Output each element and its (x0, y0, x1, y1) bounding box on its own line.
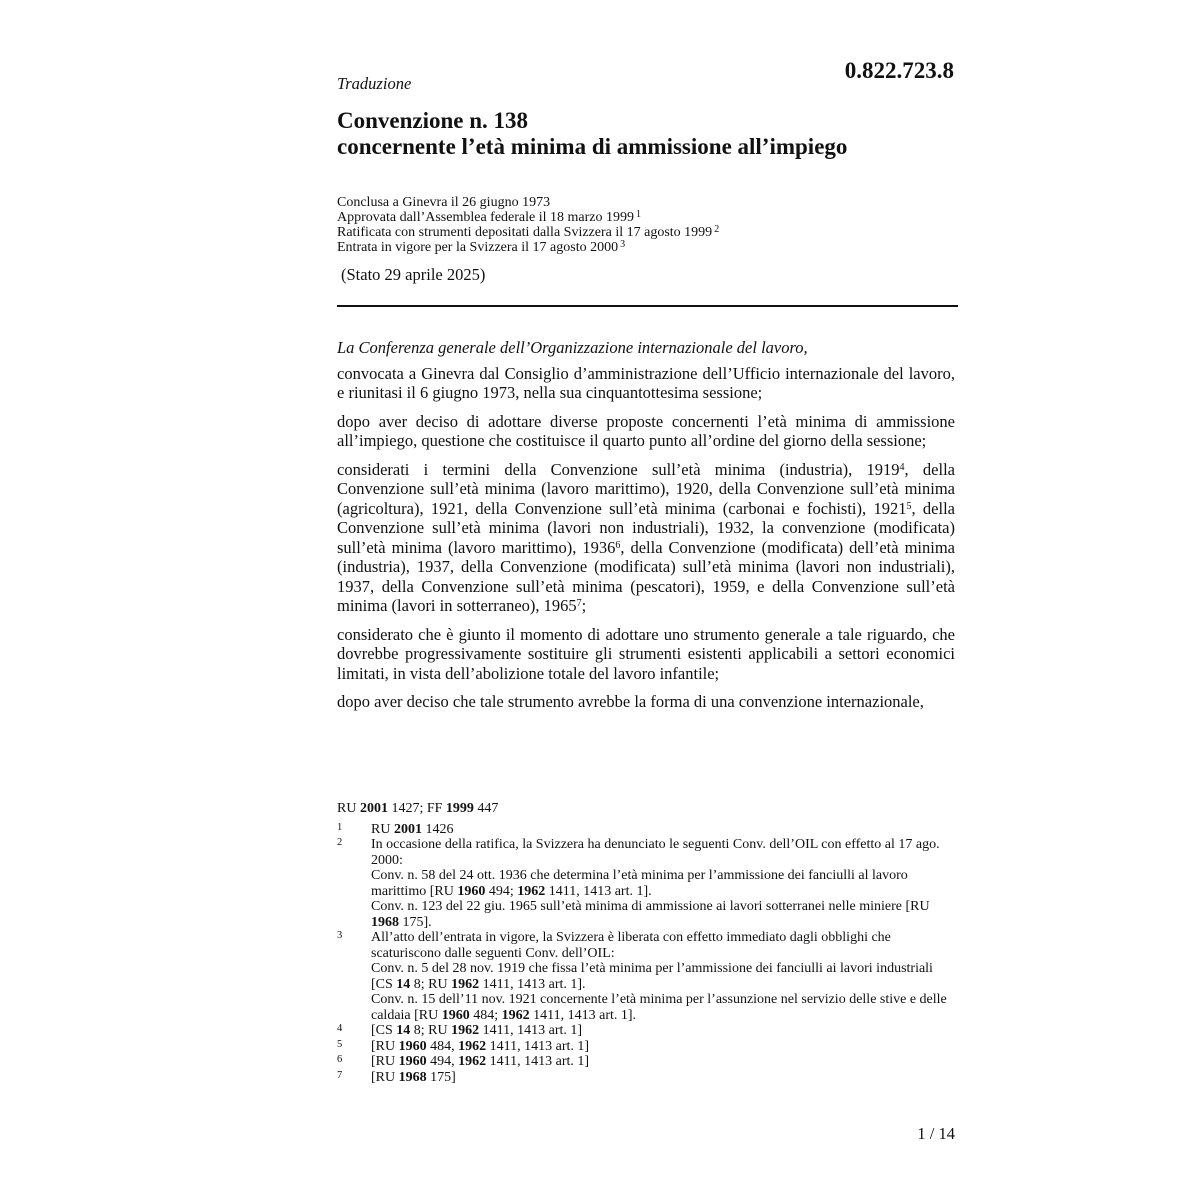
page-number: 1 / 14 (917, 1124, 955, 1143)
footnote-marker[interactable]: 1 (636, 209, 642, 220)
preamble-body (337, 338, 955, 721)
fact-ratified: Ratificata con strumenti depositati dalla Svizzera il 17 agosto 1999 $^2$ (337, 224, 720, 240)
footnote-marker[interactable]: 5 (906, 500, 912, 512)
document-title (337, 108, 847, 160)
footnote-number: 3 (337, 930, 343, 941)
footnote-number: 2 (337, 837, 343, 848)
footnote-7: 7 [RU 1968 175] (337, 1069, 456, 1085)
paragraph-convened: convocata a Ginevra dal Consiglio d’amministrazione dell’Ufficio internazionale del lavoro, e riunitasi il 6 giugno 1973, nella sua cinquantottesima sessione; (337, 363, 955, 402)
fact-concluded: Conclusa a Ginevra il 26 giugno 1973 (337, 195, 551, 210)
footnote-6: 6 [RU 1960 494, 1962 1411, 1413 art. 1] (337, 1054, 590, 1069)
footnote-number: 5 (337, 1038, 343, 1050)
footnote-2: 2 In occasione della ratifica, la Svizzera ha denunciato le seguenti Conv. dell’OIL con effetto al 17 ago. 2000: Conv. n. 58 del 24 ott. 1936 che determina l’età minima per l’ammissione dei fanciulli al lavoro marittimo [RU 1960 494; 1962 1411, 1413 art. 1]. Conv. n. 123 del 22 giu. 1965 sull’età minima di ammissione ai lavori sotterranei nelle miniere [RU 1968 175]. (337, 837, 940, 930)
footnote-marker[interactable]: 2 (714, 224, 720, 235)
footnote-5: 5 [RU 1960 484, 1962 1411, 1413 art. 1] (337, 1038, 590, 1054)
footnote-number: 4 (337, 1023, 343, 1034)
title-line-1: Convenzione n. 138 (337, 108, 529, 133)
preamble-heading: La Conferenza generale dell’Organizzazione internazionale del lavoro, (337, 338, 808, 357)
footnote-number: 6 (337, 1054, 343, 1065)
footnote-marker[interactable]: 7 (576, 598, 582, 609)
official-reference: RU 2001 1427; FF 1999 447 (337, 801, 499, 816)
footnotes-section (337, 801, 957, 1085)
fact-in-force: Entrata in vigore per la Svizzera il 17 agosto 2000 $^3$ (337, 239, 626, 255)
footnote-1: 1 RU 2001 1426 (337, 821, 454, 837)
title-line-2: concernente l’età minima di ammissione all’impiego (337, 134, 848, 159)
paragraph-considered-moment: considerato che è giunto il momento di adottare uno strumento generale a tale riguardo, che dovrebbe progressivamente sostituire gli strumenti esistenti applicabili a settori economici limitati, in vista dell’abolizione totale del lavoro infantile; (337, 624, 955, 683)
traduzione-label: Traduzione (337, 74, 412, 93)
footnote-3: 3 All’atto dell’entrata in vigore, la Svizzera è liberata con effetto immediato dagli obblighi che scaturiscono dalle seguenti Conv. dell’OIL: Conv. n. 5 del 28 nov. 1919 che fissa l’età minima per l’ammissione dei fanciulli ai lavori industriali [CS 14 8; RU 1962 1411, 1413 art. 1]. Conv. n. 15 dell’11 nov. 1921 concernente l’età minima per l’assunzione nel servizio delle stive e delle caldaia [RU 1960 484; 1962 1411, 1413 art. 1]. (337, 930, 947, 1023)
footnote-marker[interactable]: 6 (615, 539, 621, 551)
sr-number: 0.822.723.8 (844, 58, 954, 83)
paragraph-form: dopo aver deciso che tale strumento avrebbe la forma di una convenzione internazionale, (337, 692, 924, 711)
fact-approved: Approvata dall’Assemblea federale il 18 marzo 1999 $^1$ (337, 209, 642, 225)
status-date: (Stato 29 aprile 2025) (341, 265, 486, 284)
paragraph-decided: dopo aver deciso di adottare diverse proposte concernenti l’età minima di ammissione all’impiego, questione che costituisce il quarto punto all’ordine del giorno della sessione; (337, 411, 955, 450)
paragraph-considered-terms: considerati i termini della Convenzione sull’età minima (industria), 1919$^4$, della Convenzione sull’età minima (lavoro marittimo), 1920, della Convenzione sull’età minima (agricoltura), 1921, della Convenzione sull’età minima (carbonai e fochisti), 1921$^5$, della Convenzione sull’età minima (lavori non industriali), 1932, la convenzione (modificata) sull’età minima (lavoro marittimo), 1936$^6$, della Convenzione (modificata) dell’età minima (industria), 1937, della Convenzione (modificata) sull’età minima (lavori non industriali), 1937, della Convenzione sull’età minima (pescatori), 1959, e della Convenzione sull’età minima (lavori in sotterraneo), 1965$^7$; (337, 459, 955, 615)
header-divider (337, 305, 958, 307)
footnote-marker[interactable]: 4 (899, 461, 905, 473)
enactment-facts (337, 195, 719, 255)
footnote-marker[interactable]: 3 (620, 239, 626, 250)
footnote-number: 7 (337, 1069, 343, 1081)
footnote-4: 4 [CS 14 8; RU 1962 1411, 1413 art. 1] (337, 1023, 583, 1038)
footnote-number: 1 (337, 821, 343, 833)
